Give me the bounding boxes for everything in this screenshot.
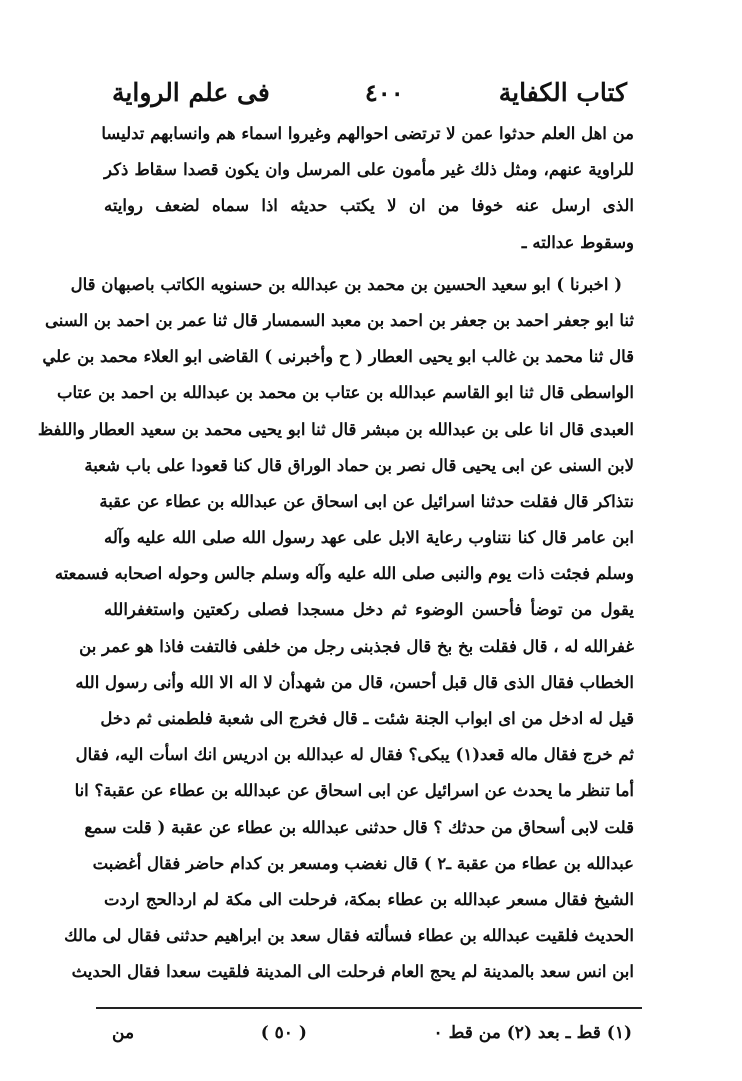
page-number: ٤٠٠: [364, 77, 404, 107]
text-line: للراوية عنهم، ومثل ذلك غير مأمون على المرسل وان يكون قصدا سقاط ذكر: [104, 160, 634, 180]
text-line: الخطاب فقال الذى قال قبل أحسن، قال من شهدأن لا اله الا الله وأنى رسول الله: [75, 672, 634, 692]
text-line: يقول من توضأ فأحسن الوضوء ثم دخل مسجدا فصلى ركعتين واستغفرالله: [104, 600, 634, 620]
text-line: ابن عامر قال كنا نتناوب رعاية الابل على عهد رسول الله صلى الله عليه وآله: [104, 528, 634, 548]
page-footer: [112, 1015, 632, 1051]
text-line: أما تنظر ما يحدث عن اسرائيل عن ابى اسحاق عن عبدالله بن عطاء عن عقبة؟ انا: [74, 781, 634, 801]
catchword: من: [112, 1023, 135, 1043]
text-line: ( اخبرنا ) ابو سعيد الحسين بن محمد بن عبدالله بن حسنويه الكاتب باصبهان قال: [70, 274, 622, 294]
running-header: [112, 72, 627, 112]
footnote: (١) قط ـ بعد (٢) من قط ٠: [433, 1023, 632, 1043]
footnote-rule: [96, 1007, 642, 1009]
text-line: الواسطى قال ثنا ابو القاسم عبدالله بن عتاب بن محمد بن عبدالله بن احمد بن عتاب: [56, 383, 634, 403]
text-line: وسقوط عدالته ـ: [521, 232, 634, 252]
text-line: لابن السنى عن ابى يحيى قال نصر بن حماد الوراق قال كنا قعودا على باب شعبة: [84, 455, 634, 475]
text-line: الشيخ فقال مسعر عبدالله بن عطاء بمكة، فرحلت الى مكة لم اردالحج اردت: [104, 889, 634, 909]
text-line: ثنا ابو جعفر احمد بن جعفر بن احمد بن معبد السمسار قال ثنا عمر بن احمد بن السنى: [45, 310, 634, 330]
text-line: قال ثنا محمد بن غالب ابو يحيى العطار ( ح وأخبرنى ) القاضى ابو العلاء محمد بن علي: [42, 347, 634, 367]
book-title: كتاب الكفاية: [498, 77, 627, 107]
text-line: من اهل العلم حدثوا عمن لا ترتضى احوالهم وغيروا اسماء هم وانسابهم تدليسا: [101, 124, 634, 143]
main-text: [37, 116, 634, 991]
text-line: غفرالله له ، قال فقلت بخ بخ قال فجذبنى رجل من خلفى فالتفت فاذا هو عمر بن: [79, 636, 634, 656]
text-line: ابن انس سعد بالمدينة لم يحج العام فرحلت الى المدينة فلقيت سعدا فقال الحديث: [71, 962, 634, 982]
header-subtitle: فى علم الرواية: [112, 77, 270, 107]
text-line: قلت لابى أسحاق من حدثك ؟ قال حدثنى عبدالله بن عطاء عن عقبة ( قلت سمع: [84, 817, 634, 837]
footer-page-number: ( ٥٠ ): [260, 1023, 307, 1043]
text-line: الحديث فلقيت عبدالله بن عطاء فسألته فقال سعد بن ابراهيم حدثنى فقال لى مالك: [64, 926, 634, 946]
text-line: عبدالله بن عطاء من عقبة ـ٢ ) قال نغضب ومسعر بن كدام حاضر فقال أغضبت: [92, 853, 634, 873]
text-line: وسلم فجئت ذات يوم والنبى صلى الله عليه وآله وسلم جالس وحوله اصحابه فسمعته: [54, 564, 634, 584]
text-line: نتذاكر قال فقلت حدثنا اسرائيل عن ابى اسحاق عن عبدالله بن عطاء عن عقبة: [99, 491, 634, 511]
text-line: الذى ارسل عنه خوفا من ان لا يكتب حديثه اذا سماه لضعف روايته: [104, 196, 634, 216]
text-line: ثم خرج فقال ماله قعد(١) يبكى؟ فقال له عبدالله بن ادريس انك اسأت اليه، فقال: [75, 745, 634, 765]
text-line: العبدى قال انا على بن عبدالله بن مبشر قال ثنا ابو يحيى محمد بن سعيد العطار واللفظ: [37, 419, 634, 439]
text-line: قيل له ادخل من اى ابواب الجنة شئت ـ قال فخرج الى شعبة فلطمنى ثم دخل: [100, 709, 634, 728]
